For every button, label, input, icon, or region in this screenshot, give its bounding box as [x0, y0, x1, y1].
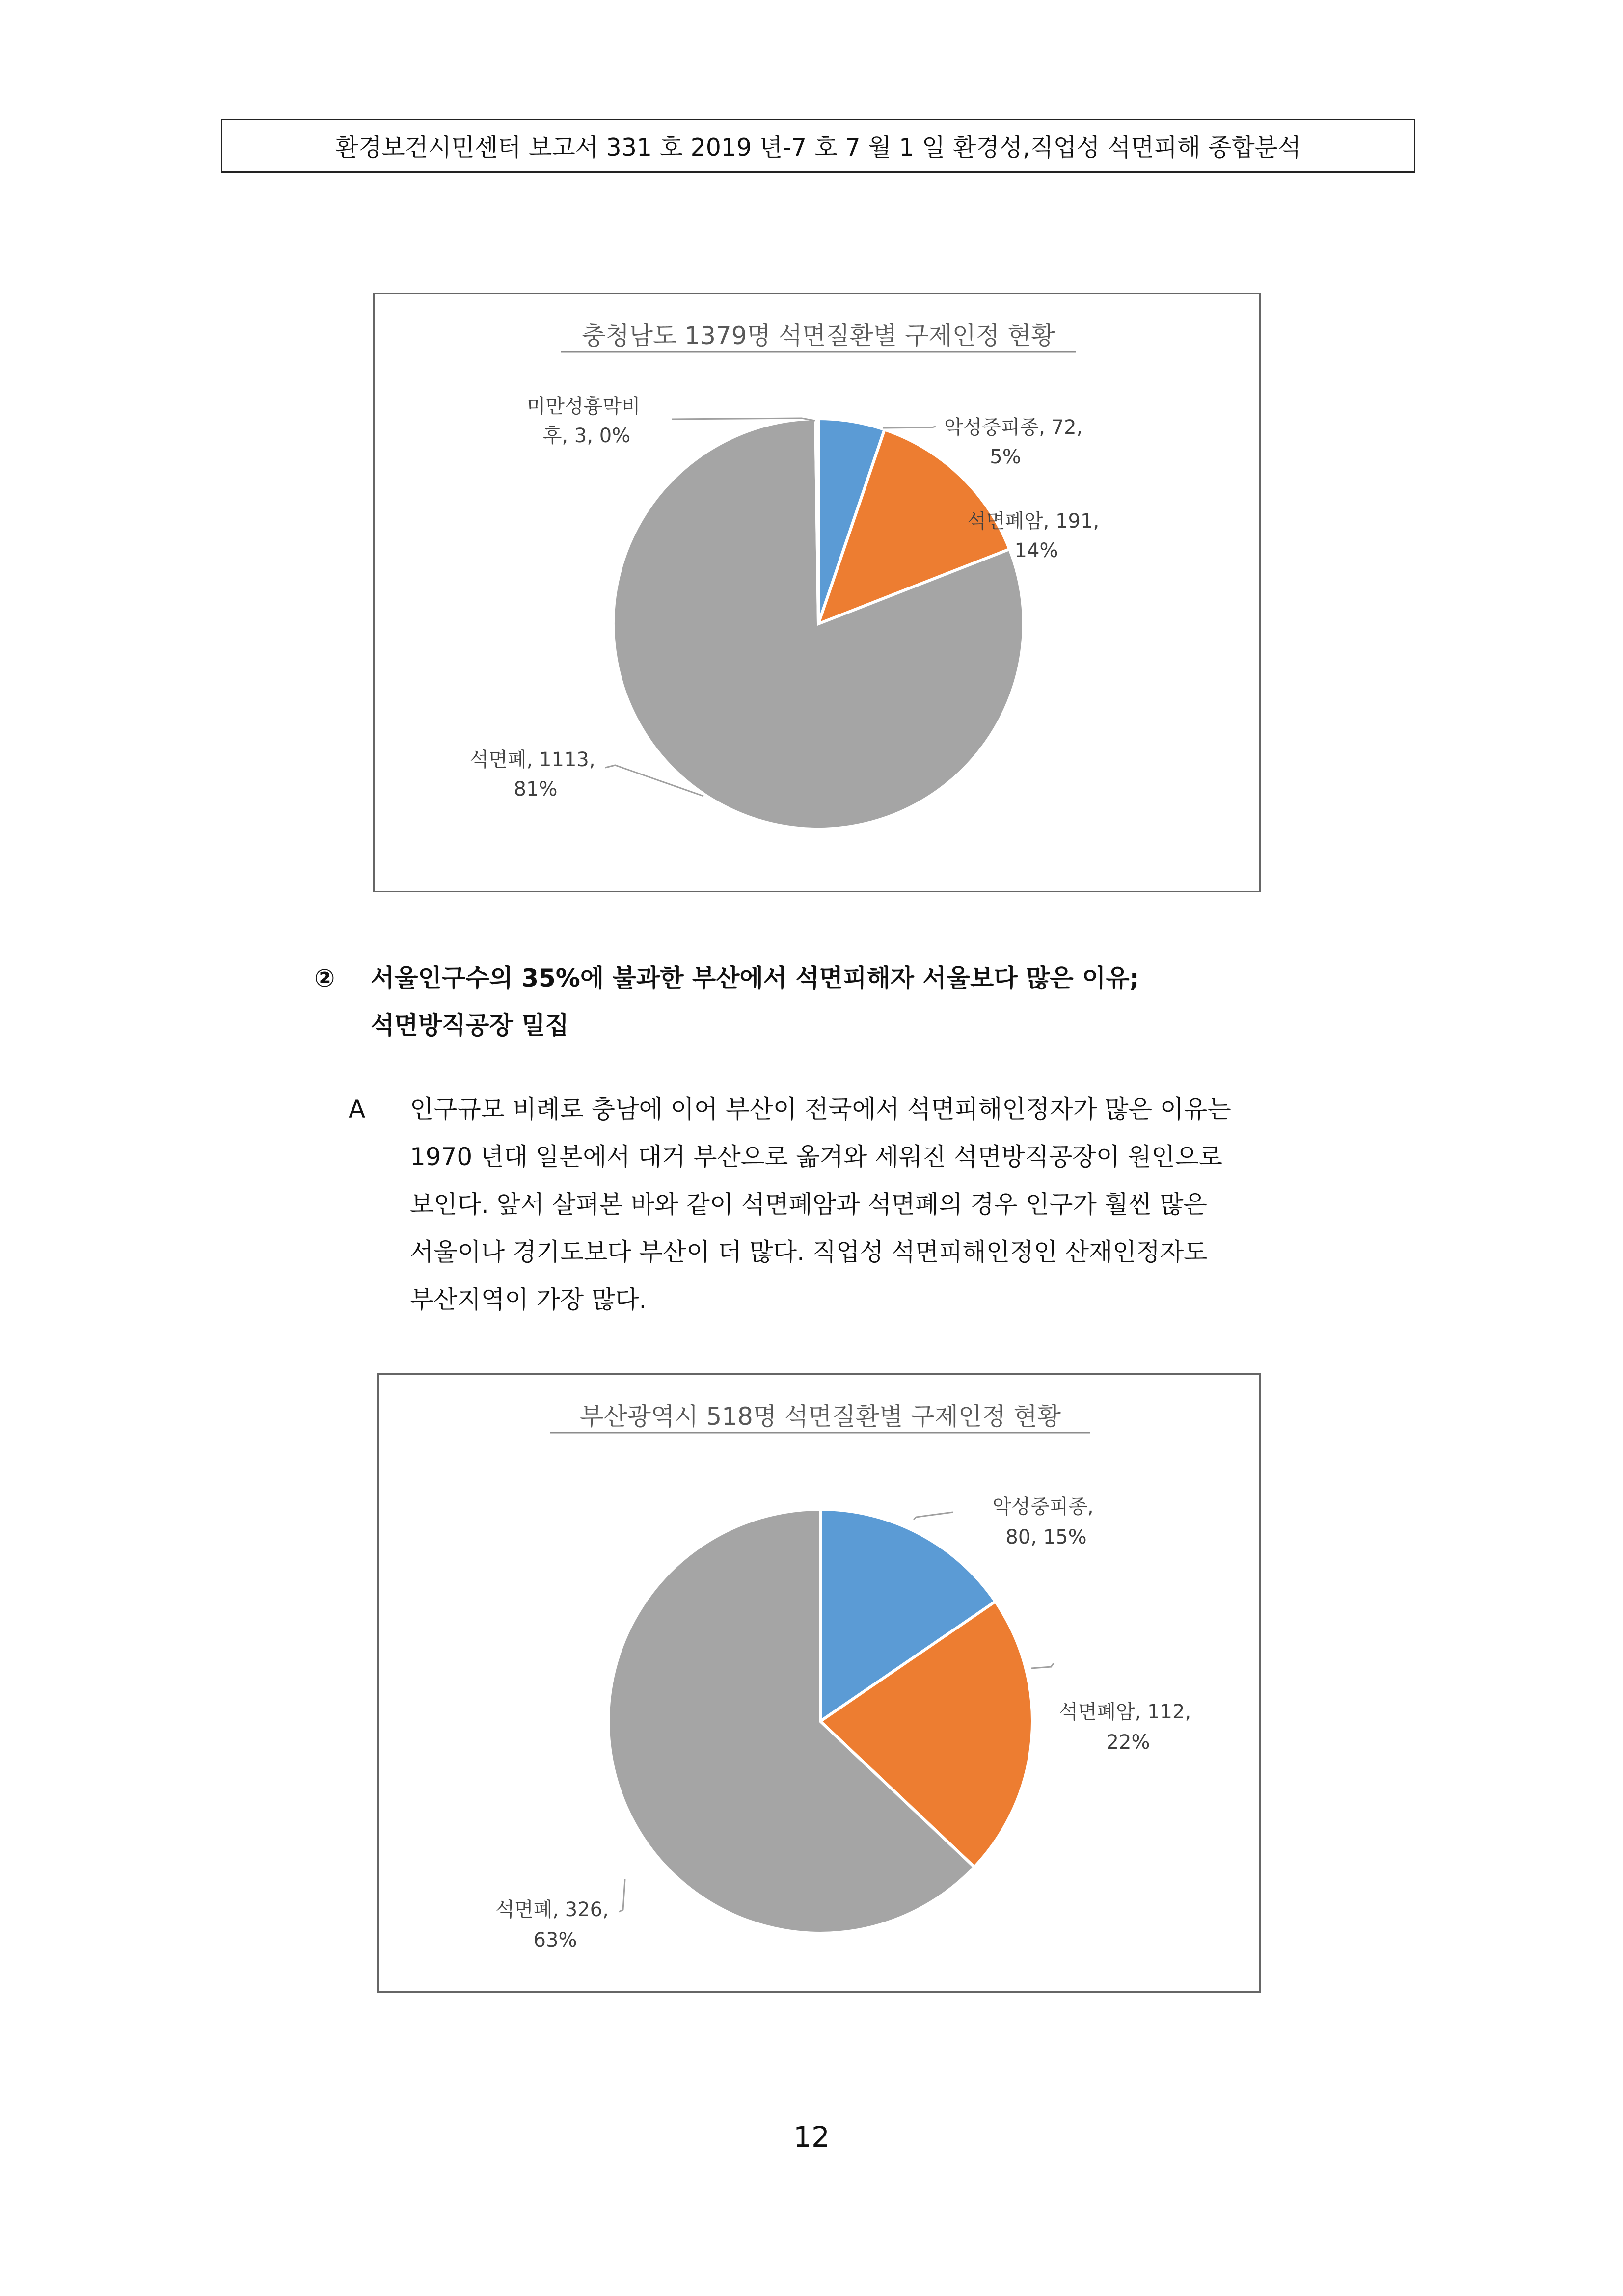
- section-title-line-1: 서울인구수의 35%에 불과한 부산에서 석면피해자 서울보다 많은 이유;: [371, 964, 1139, 992]
- chart-busan: [377, 1373, 1261, 1993]
- chart-title: 충청남도 1379명 석면질환별 구제인정 현황: [582, 321, 1055, 350]
- slice-label-line: 14%: [1014, 539, 1058, 562]
- slice-label-mesothelioma: [993, 1495, 1100, 1548]
- paragraph-line: 1970 년대 일본에서 대거 부산으로 옮겨와 세워진 석면방직공장이 원인으로: [410, 1143, 1223, 1171]
- slice-label-line: 석면폐암, 191,: [967, 510, 1100, 533]
- paragraph-line: 인구규모 비례로 충남에 이어 부산이 전국에서 석면피해인정자가 많은 이유는: [410, 1095, 1231, 1123]
- slice-label-line: 후, 3, 0%: [542, 425, 631, 447]
- slice-label-asbestosis: [495, 1898, 615, 1951]
- chart-chungnam: [373, 293, 1261, 892]
- paragraph-line: 부산지역이 가장 많다.: [410, 1285, 647, 1314]
- chart-title: 부산광역시 518명 석면질환별 구제인정 현황: [579, 1402, 1061, 1431]
- slice-label-mesothelioma: [944, 416, 1089, 468]
- slice-label-lung-cancer: [1059, 1701, 1197, 1754]
- slice-label-line: 석면폐, 326,: [495, 1898, 609, 1921]
- section-number: ②: [314, 964, 335, 992]
- slice-label-line: 석면폐, 1113,: [469, 748, 595, 771]
- pie-slices: [608, 1509, 1032, 1933]
- slice-label-line: 악성중피종,: [992, 1495, 1094, 1518]
- report-header: [221, 119, 1415, 173]
- chart-busan-svg: [379, 1375, 1262, 1994]
- paragraph-line: 보인다. 앞서 살펴본 바와 같이 석면폐암과 석면폐의 경우 인구가 훨씬 많은: [410, 1190, 1207, 1219]
- pie-slices: [613, 419, 1024, 829]
- paragraph-marker: A: [349, 1095, 366, 1123]
- report-header-text: 환경보건시민센터 보고서 331 호 2019 년-7 호 7 월 1 일 환경성,직업성 석면피해 종합분석: [335, 133, 1301, 161]
- page-number: 12: [793, 2120, 830, 2154]
- slice-label-pleural-thickening: [527, 395, 647, 447]
- slice-label-line: 63%: [533, 1929, 577, 1951]
- slice-label-asbestosis: [470, 748, 602, 801]
- slice-label-line: 80, 15%: [1005, 1526, 1087, 1548]
- section-title-line-2: 석면방직공장 밀집: [371, 1011, 569, 1040]
- slice-label-line: 81%: [514, 778, 558, 801]
- slice-label-line: 석면폐암, 112,: [1059, 1701, 1191, 1723]
- chart-chungnam-svg: [375, 294, 1262, 894]
- paragraph-line: 서울이나 경기도보다 부산이 더 많다. 직업성 석면피해인정인 산재인정자도: [410, 1238, 1208, 1266]
- slice-label-line: 미만성흉막비: [526, 395, 641, 418]
- slice-label-line: 악성중피종, 72,: [944, 416, 1083, 439]
- slice-label-line: 22%: [1106, 1731, 1150, 1754]
- slice-label-line: 5%: [990, 446, 1021, 468]
